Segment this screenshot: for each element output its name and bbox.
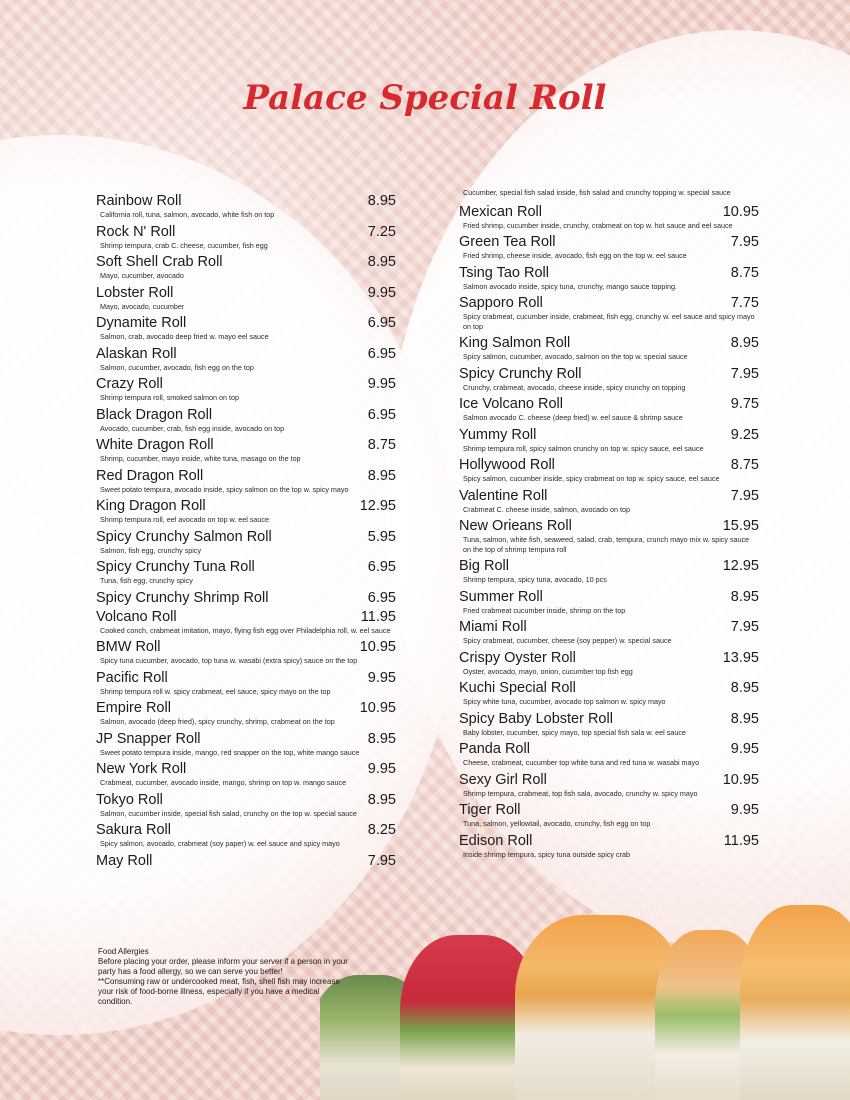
menu-item-price: 8.95 [730, 710, 759, 727]
menu-item-name: New York Roll [96, 761, 187, 777]
menu-item-price: 8.95 [367, 193, 396, 209]
menu-item [96, 498, 396, 529]
menu-item-name: King Dragon Roll [96, 498, 206, 514]
menu-item-description: Shrimp tempura roll, smoked salmon on top [100, 393, 240, 402]
menu-item-price: 8.95 [367, 791, 396, 808]
menu-item-price: 6.95 [367, 589, 396, 606]
menu-item-row [459, 589, 759, 606]
menu-item-description: Tuna, salmon, yellowtail, avocado, crunchy, fish egg on top [463, 819, 651, 828]
menu-item-price: 6.95 [367, 315, 396, 331]
menu-item-description: Oyster, avocado, mayo, onion, cucumber top fish egg [463, 666, 633, 676]
menu-item-row [96, 731, 396, 748]
menu-item-price: 6.95 [367, 559, 396, 575]
menu-item-description [100, 870, 396, 872]
allergy-heading: Food Allergies [98, 947, 149, 956]
menu-item [459, 204, 759, 235]
menu-item-price: 10.95 [722, 771, 759, 788]
menu-item [459, 589, 759, 620]
menu-item [96, 670, 396, 701]
menu-item-price: 10.95 [722, 203, 759, 220]
menu-item-price: 5.95 [367, 528, 396, 545]
menu-item-description: Cooked conch, crabmeat imitation, mayo, flying fish egg over Philadelphia roll, w. eel sauce [100, 625, 391, 635]
menu-item-description: Shrimp tempura, crab C. cheese, cucumber, fish egg [100, 240, 268, 250]
menu-item-row [459, 427, 759, 444]
menu-item-row [96, 346, 396, 363]
menu-item-price: 7.25 [367, 223, 396, 240]
menu-item-name: Kuchi Special Roll [459, 680, 576, 696]
menu-item [96, 559, 396, 590]
menu-item-row [96, 853, 396, 870]
menu-item-price: 9.75 [730, 396, 759, 412]
menu-item-row [459, 650, 759, 667]
menu-item-name: Volcano Roll [96, 608, 177, 625]
menu-item-price: 8.25 [367, 822, 396, 838]
menu-item [459, 558, 759, 589]
menu-item-name: Mexican Roll [459, 203, 542, 220]
menu-item [96, 529, 396, 560]
menu-item-name: Spicy Baby Lobster Roll [459, 710, 613, 727]
menu-item [96, 700, 396, 731]
menu-item-name: Spicy Crunchy Salmon Roll [96, 528, 272, 545]
menu-item-description: Cheese, crabmeat, cucumber top white tuna and red tuna w. wasabi mayo [463, 758, 700, 767]
menu-item-name: New Orieans Roll [459, 518, 572, 534]
menu-item-name: Ice Volcano Roll [459, 396, 563, 412]
menu-item-row [459, 711, 759, 728]
menu-item [96, 853, 396, 872]
menu-item-description: Salmon, crab, avocado deep fried w. mayo eel sauce [100, 332, 269, 341]
menu-item-description: Tuna, fish egg, crunchy spicy [100, 576, 193, 585]
menu-item [96, 315, 396, 346]
menu-item-description: Spicy salmon, avocado, crabmeat (soy paper) w. eel sauce and spicy mayo [100, 839, 340, 848]
menu-item [459, 488, 759, 519]
menu-item-price: 8.95 [367, 467, 396, 484]
menu-item-name: Edison Roll [459, 832, 533, 849]
menu-item-description: Shrimp tempura, crabmeat, top fish sala, avocado, crunchy w. spicy mayo [463, 788, 698, 798]
menu-item-name: Pacific Roll [96, 669, 168, 686]
menu-item [96, 590, 396, 609]
menu-item [459, 295, 759, 335]
menu-item-name: Tsing Tao Roll [459, 264, 550, 281]
menu-item-description: Mayo, cucumber, avocado [100, 271, 184, 280]
menu-item-price: 7.95 [730, 619, 759, 635]
menu-item-row [459, 680, 759, 697]
menu-item-description: Shrimp tempura roll, eel avocado on top w. eel sauce [100, 515, 270, 524]
sushi-photo [320, 905, 850, 1100]
menu-item-price: 8.95 [730, 680, 759, 696]
menu-item [459, 457, 759, 488]
menu-item [96, 224, 396, 255]
menu-item-name: Crispy Oyster Roll [459, 649, 576, 666]
menu-item [459, 650, 759, 681]
menu-item-price: 9.95 [367, 284, 396, 301]
menu-item-price: 10.95 [359, 639, 396, 655]
menu-item-price: 8.95 [730, 335, 759, 351]
menu-item [459, 711, 759, 742]
menu-item [459, 427, 759, 458]
menu-item-price: 7.95 [730, 487, 759, 504]
menu-item-row [459, 518, 759, 535]
menu-item-row [96, 559, 396, 576]
menu-item-row [459, 265, 759, 282]
menu-item-row [96, 224, 396, 241]
menu-item-price: 13.95 [722, 649, 759, 666]
menu-item-row [459, 741, 759, 758]
menu-item-description: Crabmeat C. cheese inside, salmon, avocado on top [463, 504, 631, 514]
menu-item-price: 15.95 [722, 518, 759, 534]
menu-item [459, 772, 759, 803]
menu-item-name: Tiger Roll [459, 802, 521, 818]
menu-item-price: 8.75 [730, 457, 759, 473]
menu-item-name: Big Roll [459, 558, 509, 574]
menu-item-name: Dynamite Roll [96, 315, 187, 331]
menu-item-price: 11.95 [723, 832, 759, 849]
menu-item-description: Salmon, cucumber, avocado, fish egg on the top [100, 362, 254, 372]
menu-item-name: Panda Roll [459, 741, 530, 757]
menu-item-price: 6.95 [367, 406, 396, 423]
menu-item-row [459, 802, 759, 819]
menu-item-description: Fried crabmeat cucumber inside, shrimp on the top [463, 605, 626, 615]
menu-item-price: 9.95 [367, 669, 396, 686]
menu-item-description: Mayo, avocado, cucumber [100, 301, 185, 311]
menu-item-row [96, 498, 396, 515]
menu-item-price: 11.95 [360, 608, 396, 625]
menu-item-price: 7.95 [367, 852, 396, 869]
menu-item-name: Sapporo Roll [459, 295, 543, 311]
carryover-description: Cucumber, special fish salad inside, fish salad and crunchy topping w. special sauce [463, 188, 731, 197]
menu-item [96, 639, 396, 670]
menu-item [96, 761, 396, 792]
menu-column-right [459, 188, 759, 863]
menu-item-name: Valentine Roll [459, 487, 548, 504]
menu-item [459, 518, 759, 558]
menu-item-price: 7.75 [730, 295, 759, 311]
menu-item [96, 285, 396, 316]
menu-item [459, 619, 759, 650]
menu-item-description: Salmon, avocado (deep fried), spicy crunchy, shrimp, crabmeat on the top [100, 717, 335, 726]
menu-item-price: 9.95 [730, 741, 759, 757]
menu-item-row [96, 315, 396, 332]
menu-item-row [96, 639, 396, 656]
menu-item-row [459, 234, 759, 251]
menu-item [459, 396, 759, 427]
menu-item-name: BMW Roll [96, 639, 161, 655]
menu-item-name: Miami Roll [459, 619, 527, 635]
menu-item-description: Spicy salmon, cucumber, avocado, salmon on the top w. special sauce [463, 352, 688, 361]
menu-item-description: Shrimp, cucumber, mayo inside, white tuna, masago on the top [100, 454, 301, 463]
menu-item-price: 7.95 [730, 234, 759, 250]
menu-item-name: Spicy Crunchy Roll [459, 365, 582, 382]
menu-item [459, 265, 759, 296]
menu-item-name: Lobster Roll [96, 284, 174, 301]
menu-item-row [96, 590, 396, 607]
menu-item-name: Rainbow Roll [96, 193, 182, 209]
allergy-text-2: **Consuming raw or undercooked meat, fish, shell fish may increase your risk of food-borne illness, especially if you have a medical condition. [98, 977, 340, 1006]
menu-item-name: Red Dragon Roll [96, 467, 204, 484]
menu-item-row [96, 468, 396, 485]
menu-item-description: Salmon avocado C. cheese (deep fried) w. eel sauce & shrimp sauce [463, 413, 683, 422]
menu-item-description: Spicy white tuna, cucumber, avocado top salmon w. spicy mayo [463, 697, 666, 706]
menu-item-name: White Dragon Roll [96, 437, 214, 453]
menu-item [96, 193, 396, 224]
menu-item-row [96, 437, 396, 454]
menu-item-price: 9.25 [730, 426, 759, 443]
menu-item-price: 8.95 [367, 730, 396, 747]
menu-item [459, 234, 759, 265]
menu-item-price: 10.95 [359, 700, 396, 716]
menu-item-name: King Salmon Roll [459, 335, 571, 351]
menu-item-description: Fried shrimp, cheese inside, avocado, fish egg on the top w. eel sauce [463, 251, 687, 260]
menu-item-row [459, 204, 759, 221]
menu-item-description: Tuna, salmon, white fish, seaweed, salad, crab, tempura, crunch mayo mix w. spicy sauce on the top of shrimp tempura roll [463, 535, 750, 554]
menu-item-price: 12.95 [722, 558, 759, 574]
menu-item-price: 8.75 [730, 264, 759, 281]
menu-item-description: Shrimp tempura roll, spicy salmon crunchy on top w. spicy sauce, eel sauce [463, 443, 704, 453]
menu-item-row [96, 761, 396, 778]
menu-item-row [459, 619, 759, 636]
menu-item [96, 731, 396, 762]
menu-item-row [459, 335, 759, 352]
menu-item-price: 7.95 [730, 365, 759, 382]
menu-item-description: Spicy salmon, cucumber inside, spicy crabmeat on top w. spicy sauce, eel sauce [463, 474, 720, 483]
menu-item-name: Alaskan Roll [96, 345, 177, 362]
menu-item-description: Baby lobster, cucumber, spicy mayo, top special fish sala w. eel sauce [463, 727, 686, 737]
menu-item-description: Sweet potato tempura inside, mango, red snapper on the top, white mango sauce [100, 747, 360, 757]
menu-item-name: JP Snapper Roll [96, 730, 201, 747]
menu-item-name: Yummy Roll [459, 426, 537, 443]
menu-item-row [96, 792, 396, 809]
menu-item-name: May Roll [96, 852, 153, 869]
menu-item-name: Black Dragon Roll [96, 406, 213, 423]
menu-item [96, 468, 396, 499]
menu-item-name: Sexy Girl Roll [459, 771, 547, 788]
menu-item-row [459, 488, 759, 505]
menu-item [96, 822, 396, 853]
menu-item-row [96, 407, 396, 424]
menu-item-row [96, 670, 396, 687]
menu-item-name: Empire Roll [96, 700, 171, 716]
menu-item [459, 335, 759, 366]
menu-item [459, 741, 759, 772]
menu-item-name: Spicy Crunchy Shrimp Roll [96, 589, 269, 606]
menu-item [96, 609, 396, 640]
menu-item-description: Spicy tuna cucumber, avocado, top tuna w. wasabi (extra spicy) sauce on the top [100, 656, 358, 665]
menu-item-description: Salmon, fish egg, crunchy spicy [100, 545, 202, 555]
menu-item-description: Shrimp tempura, spicy tuna, avocado, 10 pcs [463, 575, 607, 584]
menu-item [96, 254, 396, 285]
menu-item [459, 833, 759, 864]
menu-item-price: 9.95 [367, 376, 396, 392]
menu-item [96, 376, 396, 407]
menu-item [96, 407, 396, 438]
food-allergy-note [98, 947, 348, 1007]
menu-item [459, 802, 759, 833]
menu-item-price: 9.95 [367, 761, 396, 777]
menu-item [459, 680, 759, 711]
menu-item-description: Salmon, cucumber inside, special fish salad, crunchy on the top w. special sauce [100, 808, 357, 818]
menu-item-name: Sakura Roll [96, 822, 171, 838]
menu-item-description: Spicy crabmeat, cucumber, cheese (soy pepper) w. special sauce [463, 636, 672, 645]
menu-item-row [96, 529, 396, 546]
menu-column-left [96, 193, 396, 872]
menu-item-name: Hollywood Roll [459, 457, 555, 473]
menu-item-name: Tokyo Roll [96, 791, 163, 808]
menu-item-name: Spicy Crunchy Tuna Roll [96, 559, 255, 575]
menu-item-price: 12.95 [359, 498, 396, 514]
menu-item-name: Soft Shell Crab Roll [96, 254, 223, 270]
menu-item-price: 8.75 [367, 437, 396, 453]
menu-item-description: Crabmeat, cucumber, avocado inside, mango, shrimp on top w. mango sauce [100, 778, 347, 787]
menu-item-row [96, 822, 396, 839]
menu-item-row [96, 254, 396, 271]
page-title: Palace Special Roll [243, 78, 607, 118]
menu-item-row [96, 193, 396, 210]
menu-item-description: Avocado, cucumber, crab, fish egg inside, avocado on top [100, 423, 285, 433]
allergy-text-1: Before placing your order, please inform your server if a person in your party has a food allergy, so we can serve you better! [98, 957, 348, 976]
menu-item-row [96, 376, 396, 393]
menu-item-row [459, 295, 759, 312]
menu-item-name: Crazy Roll [96, 376, 163, 392]
menu-item-name: Summer Roll [459, 588, 543, 605]
menu-item-row [96, 609, 396, 626]
menu-item-row [459, 457, 759, 474]
menu-item [96, 437, 396, 468]
menu-item-description: Salmon avocado inside, spicy tuna, crunchy, mango sauce topping. [463, 281, 678, 291]
menu-item-row [459, 772, 759, 789]
menu-item-price: 6.95 [367, 345, 396, 362]
menu-item-price: 9.95 [730, 802, 759, 818]
menu-item-description: Inside shrimp tempura, spicy tuna outside spicy crab [463, 849, 630, 859]
menu-item-description: Sweet potato tempura, avocado inside, spicy salmon on the top w. spicy mayo [100, 484, 349, 494]
menu-item-row [459, 366, 759, 383]
menu-item-description: Fried shrimp, cucumber inside, crunchy, crabmeat on top w. hot sauce and eel sauce [463, 220, 733, 230]
menu-item-name: Green Tea Roll [459, 234, 556, 250]
menu-item-description: Crunchy, crabmeat, avocado, cheese inside, spicy crunchy on topping [463, 382, 686, 392]
menu-item-row [96, 285, 396, 302]
menu-item [459, 366, 759, 397]
menu-item-row [459, 833, 759, 850]
menu-item-price: 8.95 [730, 588, 759, 605]
menu-item [96, 792, 396, 823]
menu-item [96, 346, 396, 377]
menu-item-row [459, 558, 759, 575]
menu-item-name: Rock N' Roll [96, 223, 176, 240]
menu-item-description: Shrimp tempura roll w. spicy crabmeat, eel sauce, spicy mayo on the top [100, 686, 331, 696]
menu-item-description: Spicy crabmeat, cucumber inside, crabmeat, fish egg, crunchy w. eel sauce and spicy mayo on top [463, 312, 755, 331]
menu-item-price: 8.95 [367, 254, 396, 270]
menu-item-row [96, 700, 396, 717]
menu-item-description: California roll, tuna, salmon, avocado, white fish on top [100, 210, 275, 219]
menu-item-row [459, 396, 759, 413]
